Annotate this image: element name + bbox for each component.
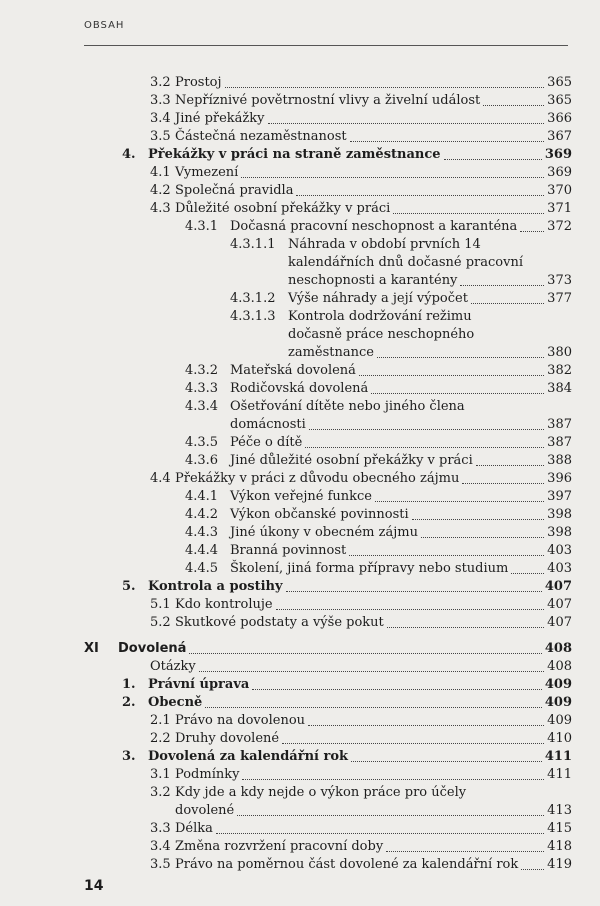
toc-entry [148, 748, 572, 766]
toc-entry-page: 403 [547, 543, 572, 558]
dot-leader [387, 627, 544, 628]
toc-entry-title: Rodičovská dovolená [230, 381, 369, 396]
toc-entry [175, 74, 572, 92]
toc-entry-number: 4.3.1.1 [230, 237, 276, 252]
toc-entry [175, 856, 572, 874]
toc-entry-title-continued: domácnosti [230, 417, 306, 432]
toc-entry-number: 4.4.3 [185, 525, 219, 540]
dot-leader [511, 573, 544, 574]
toc-entry-page: 411 [544, 749, 572, 764]
toc-entry-page: 418 [547, 839, 572, 854]
toc-entry-title: Péče o dítě [230, 435, 303, 450]
toc-entry [150, 658, 572, 676]
toc-entry-page: 370 [547, 183, 572, 198]
header-rule [84, 45, 568, 46]
toc-entry-title: Právo na dovolenou [175, 713, 306, 728]
toc-entry [148, 676, 572, 694]
dot-leader [268, 123, 545, 124]
dot-leader [412, 519, 545, 520]
toc-entry-number: 3.3 [150, 821, 171, 836]
toc-entry-title: Dočasná pracovní neschopnost a karanténa [230, 219, 518, 234]
toc-entry-number: 4.4.5 [185, 561, 219, 576]
toc-entry-number: 4.4 [150, 471, 171, 486]
toc-entry-number: 4.3.3 [185, 381, 219, 396]
toc-entry-page: 382 [547, 363, 572, 378]
dot-leader [520, 231, 544, 232]
toc-entry [288, 344, 572, 362]
dot-leader [216, 833, 544, 834]
toc-entry-page: 407 [547, 615, 572, 630]
page-number: 14 [84, 878, 104, 894]
toc-entry-page: 387 [547, 435, 572, 450]
dot-leader [276, 609, 545, 610]
toc-entry [230, 380, 572, 398]
toc-entry-title: Mateřská dovolená [230, 363, 356, 378]
toc-entry-number: 3.4 [150, 839, 171, 854]
dot-leader [483, 105, 544, 106]
toc-entry-number: XI [84, 641, 99, 656]
toc-entry-number: 4.3.6 [185, 453, 219, 468]
toc-entry-number: 4.3 [150, 201, 171, 216]
toc-entry-title: Prostoj [175, 75, 222, 90]
toc-entry [175, 712, 572, 730]
toc-entry-title: Ošetřování dítěte nebo jiného člena [230, 399, 465, 414]
toc-entry-number: 4.3.1.2 [230, 291, 276, 306]
toc-entry [230, 560, 572, 578]
toc-entry-title-continued: zaměstnance [288, 345, 374, 360]
dot-leader [225, 87, 545, 88]
toc-entry-title: Kontrola a postihy [148, 579, 283, 594]
toc-entry-number: 3.2 [150, 75, 171, 90]
toc-entry-number: 4.1 [150, 165, 171, 180]
dot-leader [351, 761, 542, 762]
toc-entry-title: Jiné překážky [175, 111, 265, 126]
toc-entry-number: 2. [122, 695, 136, 710]
toc-entry-page: 409 [544, 677, 572, 692]
toc-entry-number: 4.3.4 [185, 399, 219, 414]
toc-entry [118, 640, 572, 658]
running-header: OBSAH [84, 20, 125, 31]
toc-entry [230, 524, 572, 542]
dot-leader [471, 303, 544, 304]
dot-leader [375, 501, 544, 502]
toc-entry-number: 5. [122, 579, 136, 594]
toc-entry-page: 408 [544, 641, 572, 656]
toc-entry [175, 92, 572, 110]
dot-leader [359, 375, 544, 376]
toc-entry-title: Skutkové podstaty a výše pokut [175, 615, 384, 630]
toc-entry-page: 365 [547, 75, 572, 90]
toc-entry-title: Jiné důležité osobní překážky v práci [230, 453, 473, 468]
dot-leader [305, 447, 544, 448]
toc-entry-title: Nepříznivé povětrnostní vlivy a živelní událost [175, 93, 481, 108]
dot-leader [386, 851, 544, 852]
toc-entry [230, 542, 572, 560]
dot-leader [241, 177, 544, 178]
toc-entry-number: 4.3.5 [185, 435, 219, 450]
toc-entry [175, 614, 572, 632]
toc-entry [230, 218, 572, 236]
toc-entry-number: 3.3 [150, 93, 171, 108]
toc-entry-page: 387 [547, 417, 572, 432]
toc-entry-title: Právní úprava [148, 677, 250, 692]
toc-entry-page: 411 [547, 767, 572, 782]
toc-entry [175, 838, 572, 856]
toc-entry [288, 290, 572, 308]
toc-entry-number: 5.1 [150, 597, 171, 612]
toc-entry [175, 182, 572, 200]
toc-entry-number: 4.4.1 [185, 489, 219, 504]
toc-entry-title: Otázky [150, 659, 196, 674]
toc-entry-title-continued: dovolené [175, 803, 235, 818]
toc-entry-title-continued: dočasně práce neschopného [288, 327, 475, 342]
toc-entry-title: Kdo kontroluje [175, 597, 273, 612]
toc-entry-title: Vymezení [175, 165, 239, 180]
toc-entry [230, 416, 572, 434]
toc-entry-page: 409 [544, 695, 572, 710]
toc-entry-title: Kdy jde a kdy nejde o výkon práce pro účely [175, 785, 467, 800]
dot-leader [349, 555, 544, 556]
toc-entry-number: 4. [122, 147, 136, 162]
toc-entry-title: Právo na poměrnou část dovolené za kalendářní rok [175, 857, 519, 872]
toc-entry-number: 4.4.4 [185, 543, 219, 558]
toc-entry-number: 1. [122, 677, 136, 692]
toc-entry [175, 128, 572, 146]
dot-leader [242, 779, 544, 780]
toc-entry [175, 110, 572, 128]
toc-entry [175, 766, 572, 784]
dot-leader [444, 159, 542, 160]
dot-leader [476, 465, 544, 466]
toc-entry-number: 4.3.1 [185, 219, 219, 234]
dot-leader [296, 195, 544, 196]
toc-entry-title: Společná pravidla [175, 183, 294, 198]
dot-leader [205, 707, 542, 708]
toc-entry-page: 384 [547, 381, 572, 396]
toc-entry-title: Výše náhrady a její výpočet [288, 291, 468, 306]
toc-entry [175, 200, 572, 218]
toc-entry-title: Jiné úkony v obecném zájmu [230, 525, 418, 540]
toc-entry-title: Délka [175, 821, 213, 836]
toc-entry-page: 410 [547, 731, 572, 746]
toc-entry [175, 730, 572, 748]
toc-entry-page: 403 [547, 561, 572, 576]
toc-entry-number: 4.3.1.3 [230, 309, 276, 324]
toc-entry-number: 4.4.2 [185, 507, 219, 522]
dot-leader [189, 653, 541, 654]
toc-entry-number: 3.4 [150, 111, 171, 126]
toc-entry-number: 2.2 [150, 731, 171, 746]
toc-entry-title: Dovolená [118, 641, 187, 656]
toc-entry-page: 413 [547, 803, 572, 818]
toc-entry-title: Náhrada v období prvních 14 [288, 237, 481, 252]
toc-entry-page: 396 [547, 471, 572, 486]
dot-leader [350, 141, 545, 142]
toc-entry [148, 694, 572, 712]
toc-entry [175, 596, 572, 614]
toc-entry-number: 4.3.2 [185, 363, 219, 378]
toc-entry-number: 3.5 [150, 129, 171, 144]
dot-leader [252, 689, 542, 690]
toc-entry-title: Školení, jiná forma přípravy nebo studium [230, 561, 509, 576]
toc-entry [230, 488, 572, 506]
toc-entry-title: Obecně [148, 695, 203, 710]
toc-entry-page: 365 [547, 93, 572, 108]
toc-entry-page: 366 [547, 111, 572, 126]
toc-entry-page: 367 [547, 129, 572, 144]
toc-entry-page: 419 [547, 857, 572, 872]
dot-leader [282, 743, 544, 744]
toc-entry-page: 369 [547, 165, 572, 180]
toc-entry [175, 164, 572, 182]
toc-entry-title-continued: kalendářních dnů dočasné pracovní [288, 255, 523, 270]
toc-entry-page: 415 [547, 821, 572, 836]
toc-entry [148, 146, 572, 164]
dot-leader [421, 537, 544, 538]
dot-leader [309, 429, 544, 430]
toc-entry-number: 4.2 [150, 183, 171, 198]
toc-entry-page: 409 [547, 713, 572, 728]
toc-entry-number: 3.5 [150, 857, 171, 872]
dot-leader [460, 285, 544, 286]
toc-entry-page: 407 [547, 597, 572, 612]
toc-entry-title: Druhy dovolené [175, 731, 280, 746]
dot-leader [371, 393, 544, 394]
dot-leader [377, 357, 544, 358]
toc-entry-title: Změna rozvržení pracovní doby [175, 839, 384, 854]
toc-entry-title: Podmínky [175, 767, 240, 782]
toc-entry-page: 372 [547, 219, 572, 234]
dot-leader [237, 815, 544, 816]
toc-entry-number: 5.2 [150, 615, 171, 630]
toc-entry-number: 3. [122, 749, 136, 764]
toc-entry-page: 380 [547, 345, 572, 360]
toc-entry-number: 2.1 [150, 713, 171, 728]
toc-entry-title: Překážky v práci na straně zaměstnance [148, 147, 441, 162]
toc-entry-title: Překážky v práci z důvodu obecného zájmu [175, 471, 460, 486]
toc-entry-page: 373 [547, 273, 572, 288]
toc-entry-number: 3.1 [150, 767, 171, 782]
dot-leader [521, 869, 544, 870]
toc-entry-page: 408 [547, 659, 572, 674]
toc-entry-title: Kontrola dodržování režimu [288, 309, 472, 324]
toc-entry [230, 362, 572, 380]
toc-entry [288, 272, 572, 290]
toc-entry-page: 398 [547, 525, 572, 540]
toc-entry [230, 506, 572, 524]
toc-entry-page: 371 [547, 201, 572, 216]
dot-leader [286, 591, 542, 592]
toc-entry [230, 452, 572, 470]
toc-entry-number: 3.2 [150, 785, 171, 800]
toc-entry-page: 369 [544, 147, 572, 162]
toc-entry-title: Výkon občanské povinnosti [230, 507, 409, 522]
dot-leader [199, 671, 544, 672]
toc-entry-title: Částečná nezaměstnanost [175, 129, 347, 144]
toc-entry [175, 820, 572, 838]
toc-entry-page: 377 [547, 291, 572, 306]
toc-entry-page: 398 [547, 507, 572, 522]
toc-entry-title-continued: neschopnosti a karantény [288, 273, 458, 288]
toc-entry-title: Výkon veřejné funkce [230, 489, 372, 504]
toc-entry-title: Důležité osobní překážky v práci [175, 201, 391, 216]
toc-entry-title: Dovolená za kalendářní rok [148, 749, 349, 764]
toc-entry [230, 434, 572, 452]
toc-entry-title: Branná povinnost [230, 543, 347, 558]
toc-entry [175, 470, 572, 488]
dot-leader [308, 725, 544, 726]
dot-leader [462, 483, 544, 484]
toc-entry-page: 407 [544, 579, 572, 594]
dot-leader [393, 213, 544, 214]
toc-entry [175, 802, 572, 820]
toc-entry-page: 397 [547, 489, 572, 504]
toc-entry-page: 388 [547, 453, 572, 468]
toc-entry [148, 578, 572, 596]
